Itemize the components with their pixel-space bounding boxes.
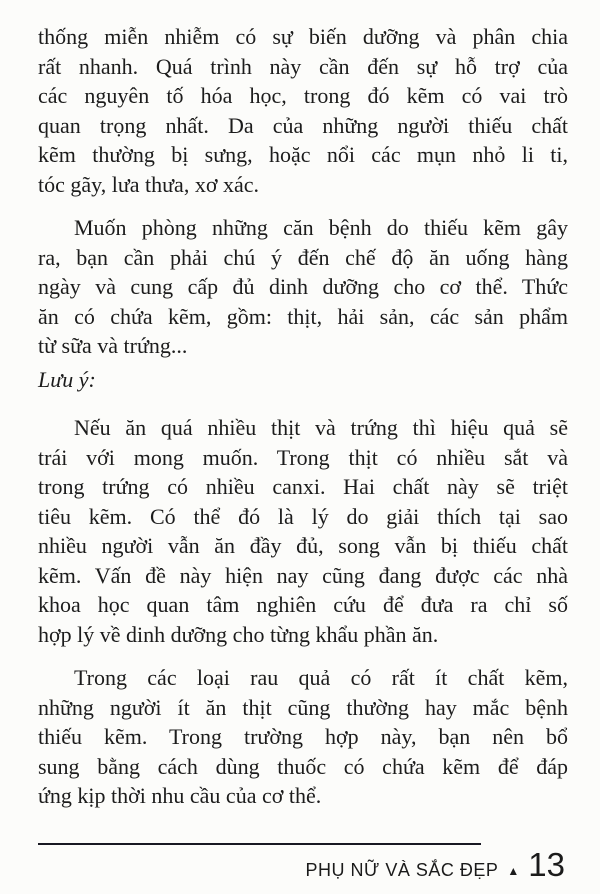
text-line: sung bằng cách dùng thuốc có chứa kẽm để đáp xyxy=(38,753,568,779)
paragraph xyxy=(38,213,568,361)
text-line: những người ít ăn thịt cũng thường hay mắc bệnh xyxy=(38,694,568,720)
text-line: các nguyên tố hóa học, trong đó kẽm có vai trò xyxy=(38,83,568,108)
page-footer xyxy=(0,846,565,884)
text-line: quan trọng nhất. Da của những người thiếu chất xyxy=(38,112,568,138)
text-line: hợp lý về dinh dưỡng cho từng khẩu phần ăn. xyxy=(38,621,439,647)
text-line: ngày và cung cấp đủ dinh dưỡng cho cơ thể. Thức xyxy=(38,274,568,299)
page-number: 13 xyxy=(528,846,565,883)
text-line: ăn có chứa kẽm, gồm: thịt, hải sản, các sản phẩm xyxy=(38,303,568,329)
note-heading xyxy=(38,365,568,395)
text-line: Nếu ăn quá nhiều thịt và trứng thì hiệu quả sẽ xyxy=(74,415,568,440)
text-line: Trong các loại rau quả có rất ít chất kẽm, xyxy=(74,665,568,690)
text-line: kẽm thường bị sưng, hoặc nổi các mụn nhỏ li ti, xyxy=(38,142,568,167)
paragraph xyxy=(38,663,568,811)
book-title: PHỤ NỮ VÀ SẮC ĐẸP xyxy=(305,860,499,880)
text-line: ra, bạn cần phải chú ý đến chế độ ăn uống hàng xyxy=(38,244,568,270)
text-line: thiếu kẽm. Trong trường hợp này, bạn nên bổ xyxy=(38,724,568,749)
text-line: nhiều người vẫn ăn đầy đủ, song vẫn bị thiếu chất xyxy=(38,533,568,558)
text-line: Muốn phòng những căn bệnh do thiếu kẽm gây xyxy=(74,215,568,240)
text-line: tiêu kẽm. Có thể đó là lý do giải thích tại sao xyxy=(38,503,568,529)
text-line: trong trứng có nhiều canxi. Hai chất này sẽ triệt xyxy=(38,474,568,499)
footer-divider xyxy=(38,843,481,845)
text-line: từ sữa và trứng... xyxy=(38,333,188,358)
paragraph xyxy=(38,22,568,199)
paragraph xyxy=(38,413,568,649)
text-line: Lưu ý: xyxy=(38,366,96,392)
text-line: thống miễn nhiễm có sự biến dưỡng và phân chia xyxy=(38,24,568,49)
text-line: rất nhanh. Quá trình này cần đến sự hỗ trợ của xyxy=(38,53,568,79)
text-line: khoa học quan tâm nghiên cứu để đưa ra chỉ số xyxy=(38,592,568,617)
triangle-marker-icon: ▲ xyxy=(507,864,520,878)
text-line: trái với mong muốn. Trong thịt có nhiều sắt và xyxy=(38,444,568,470)
text-line: kẽm. Vấn đề này hiện nay cũng đang được các nhà xyxy=(38,562,568,588)
text-line: tóc gãy, lưa thưa, xơ xác. xyxy=(38,171,259,197)
text-line: ứng kịp thời nhu cầu của cơ thể. xyxy=(38,783,322,808)
